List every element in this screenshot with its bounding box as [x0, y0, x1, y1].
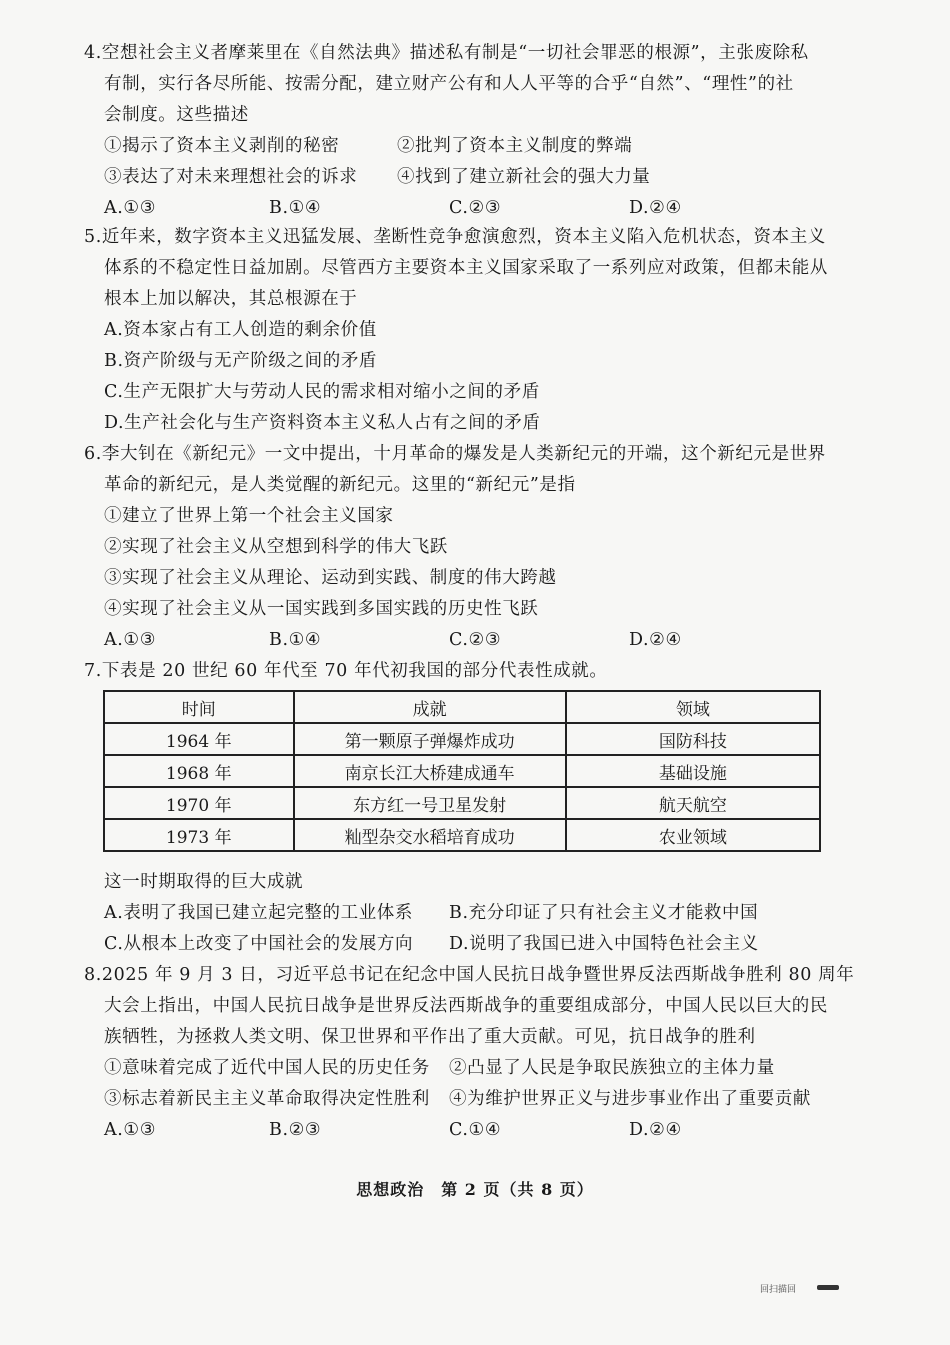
- q7-options-row-1: [84, 898, 844, 929]
- q6-line-1: 6.李大钊在《新纪元》一文中提出，十月革命的爆发是人类新纪元的开端，这个新纪元是世界: [84, 444, 826, 464]
- q4-choice-c[interactable]: C.②③: [449, 198, 502, 218]
- q4-statement-3: ③表达了对未来理想社会的诉求: [104, 167, 358, 187]
- table-cell: 1968 年: [104, 755, 294, 787]
- q4-statement-2: ②批判了资本主义制度的弊端: [397, 136, 633, 156]
- table-cell: 1973 年: [104, 819, 294, 851]
- q8-statements-row-2: [84, 1084, 844, 1115]
- table-cell: 南京长江大桥建成通车: [294, 755, 566, 787]
- q5-option-a[interactable]: A.资本家占有工人创造的剩余价值: [104, 320, 377, 340]
- achievements-table: [103, 690, 821, 852]
- q8-choice-a[interactable]: A.①③: [104, 1120, 156, 1140]
- table-header-field: 领域: [566, 691, 820, 723]
- q8-choice-b[interactable]: B.②③: [269, 1120, 322, 1140]
- table-row: [104, 723, 820, 755]
- q7-intro: 7.下表是 20 世纪 60 年代至 70 年代初我国的部分代表性成就。: [84, 661, 608, 681]
- table-header-time: 时间: [104, 691, 294, 723]
- q4-statements-row-1: [84, 131, 844, 162]
- question-5: [84, 222, 844, 439]
- q4-statement-4: ④找到了建立新社会的强大力量: [397, 167, 651, 187]
- scan-stamp-bar: [817, 1285, 839, 1290]
- q6-statement-1: ①建立了世界上第一个社会主义国家: [104, 506, 394, 526]
- q4-statements-row-2: [84, 162, 844, 193]
- q4-line-3: 会制度。这些描述: [104, 105, 249, 125]
- q6-statement-2: ②实现了社会主义从空想到科学的伟大飞跃: [104, 537, 448, 557]
- q4-line-1: 4.空想社会主义者摩莱里在《自然法典》描述私有制是“一切社会罪恶的根源”，主张废除私: [84, 43, 809, 63]
- question-4: [84, 38, 844, 224]
- q8-statement-3: ③标志着新民主主义革命取得决定性胜利: [104, 1089, 430, 1109]
- table-row: [104, 787, 820, 819]
- q6-statement-3: ③实现了社会主义从理论、运动到实践、制度的伟大跨越: [104, 568, 557, 588]
- q6-statement-4: ④实现了社会主义从一国实践到多国实践的历史性飞跃: [104, 599, 539, 619]
- q6-choice-b[interactable]: B.①④: [269, 630, 322, 650]
- q8-line-2: 大会上指出，中国人民抗日战争是世界反法西斯战争的重要组成部分，中国人民以巨大的民: [104, 996, 828, 1016]
- q4-statement-1: ①揭示了资本主义剥削的秘密: [104, 136, 340, 156]
- table-cell: 第一颗原子弹爆炸成功: [294, 723, 566, 755]
- table-cell: 航天航空: [566, 787, 820, 819]
- q5-line-3: 根本上加以解决，其总根源在于: [104, 289, 358, 309]
- table-cell: 籼型杂交水稻培育成功: [294, 819, 566, 851]
- q6-choice-c[interactable]: C.②③: [449, 630, 502, 650]
- q4-choice-b[interactable]: B.①④: [269, 198, 322, 218]
- q4-choice-d[interactable]: D.②④: [629, 198, 682, 218]
- q8-statements-row-1: [84, 1053, 844, 1084]
- q7-option-b[interactable]: B.充分印证了只有社会主义才能救中国: [449, 903, 759, 923]
- q8-choices: [84, 1115, 844, 1146]
- q4-choices: [84, 193, 844, 224]
- q6-choice-a[interactable]: A.①③: [104, 630, 156, 650]
- q7-option-c[interactable]: C.从根本上改变了中国社会的发展方向: [104, 934, 414, 954]
- table-cell: 1970 年: [104, 787, 294, 819]
- scan-stamp: 回扫描回: [760, 1285, 797, 1295]
- question-8: [84, 960, 855, 1146]
- q8-statement-4: ④为维护世界正义与进步事业作出了重要贡献: [449, 1089, 811, 1109]
- q5-option-d[interactable]: D.生产社会化与生产资料资本主义私人占有之间的矛盾: [104, 413, 541, 433]
- q8-line-1: 8.2025 年 9 月 3 日，习近平总书记在纪念中国人民抗日战争暨世界反法西斯战争胜利 80 周年: [84, 965, 855, 985]
- table-cell: 国防科技: [566, 723, 820, 755]
- table-cell: 1964 年: [104, 723, 294, 755]
- q7-stem: 这一时期取得的巨大成就: [104, 872, 304, 892]
- q6-line-2: 革命的新纪元，是人类觉醒的新纪元。这里的“新纪元”是指: [104, 475, 576, 495]
- q8-choice-c[interactable]: C.①④: [449, 1120, 502, 1140]
- question-6: [84, 439, 844, 656]
- q6-choices: [84, 625, 844, 656]
- table-cell: 基础设施: [566, 755, 820, 787]
- table-cell: 东方红一号卫星发射: [294, 787, 566, 819]
- q6-choice-d[interactable]: D.②④: [629, 630, 682, 650]
- q4-choice-a[interactable]: A.①③: [104, 198, 156, 218]
- question-7: [84, 656, 844, 687]
- q8-line-3: 族牺牲，为拯救人类文明、保卫世界和平作出了重大贡献。可见，抗日战争的胜利: [104, 1027, 756, 1047]
- q7-option-d[interactable]: D.说明了我国已进入中国特色社会主义: [449, 934, 759, 954]
- page-footer: 思想政治 第 2 页（共 8 页）: [356, 1180, 594, 1199]
- q4-line-2: 有制，实行各尽所能、按需分配，建立财产公有和人人平等的合乎“自然”、“理性”的社: [104, 74, 794, 94]
- q5-option-c[interactable]: C.生产无限扩大与劳动人民的需求相对缩小之间的矛盾: [104, 382, 540, 402]
- table-cell: 农业领域: [566, 819, 820, 851]
- q5-line-2: 体系的不稳定性日益加剧。尽管西方主要资本主义国家采取了一系列应对政策，但都未能从: [104, 258, 828, 278]
- q8-choice-d[interactable]: D.②④: [629, 1120, 682, 1140]
- q8-statement-1: ①意味着完成了近代中国人民的历史任务: [104, 1058, 430, 1078]
- q5-option-b[interactable]: B.资产阶级与无产阶级之间的矛盾: [104, 351, 378, 371]
- table-row: [104, 755, 820, 787]
- table-row: [104, 819, 820, 851]
- q7-option-a[interactable]: A.表明了我国已建立起完整的工业体系: [104, 903, 413, 923]
- table-header-achievement: 成就: [294, 691, 566, 723]
- question-7-options: [84, 867, 844, 960]
- table-header-row: [104, 691, 820, 723]
- q7-options-row-2: [84, 929, 844, 960]
- q5-line-1: 5.近年来，数字资本主义迅猛发展、垄断性竞争愈演愈烈，资本主义陷入危机状态，资本主义: [84, 227, 826, 247]
- q8-statement-2: ②凸显了人民是争取民族独立的主体力量: [449, 1058, 775, 1078]
